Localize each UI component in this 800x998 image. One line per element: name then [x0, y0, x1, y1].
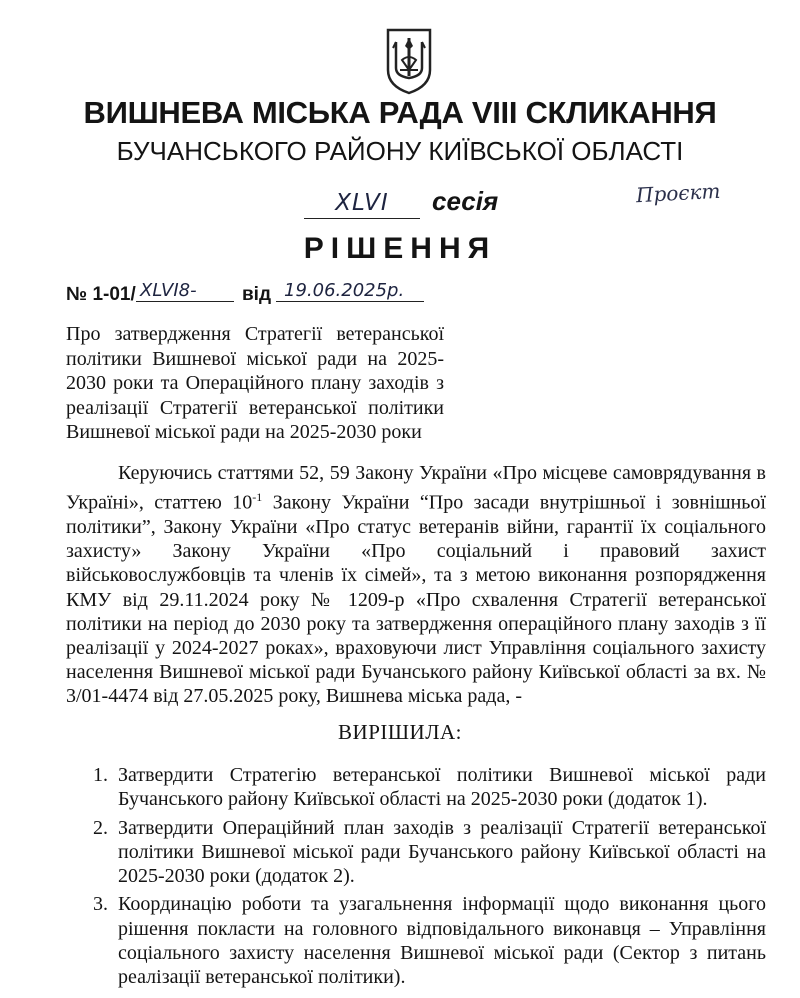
item-text: Затвердити Стратегію ветеранської політики Вишневої міської ради Бучанського району Київської області на 2025-2030 роки (додаток 1).	[118, 764, 766, 811]
decision-number-handwritten: XLVI8-	[136, 278, 234, 302]
item-number: 3.	[93, 893, 108, 916]
preamble-text-part2: Закону України “Про засади внутрішньої і зовнішньої політики”, Закону України «Про статус ветеранів війни, гарантії їх соціального захисту» Закону України «Про соціальний і правовий захист військовослужбовців та членів їх сімей», та з метою виконання розпорядження КМУ від 29.11.2024 року № 1209-р «Про схвалення Стратегії ветеранської політики на період до 2030 року та затвердження операційного плану заходів з її реалізації у 2024-2027 роках», враховуючи лист Управління соціального захисту населення Вишневої міської ради Бучанського району Київської області за вх. № 3/01-4474 від 27.05.2025 року, Вишнева міська рада, -	[66, 491, 766, 708]
council-district: БУЧАНСЬКОГО РАЙОНУ КИЇВСЬКОЇ ОБЛАСТІ	[116, 136, 684, 166]
item-text: Затвердити Операційний план заходів з реалізації Стратегії ветеранської політики Вишневої міської ради Бучанського району Київської області на 2025-2030 роки (додаток 2).	[118, 816, 766, 888]
resolution-item	[66, 816, 766, 889]
item-text: Координацію роботи та узагальнення інформації щодо виконання цього рішення покласти на головного відповідального виконавця – Управління соціального захисту населення Вишневої міської ради (Сектор з питань реалізації ветеранської політики).	[118, 893, 766, 989]
session-number-handwritten: XLVI	[304, 188, 420, 219]
resolution-items	[66, 763, 766, 994]
item-number: 1.	[93, 764, 108, 786]
preamble-superscript: -1	[252, 490, 263, 505]
document-type-heading: РІШЕННЯ	[303, 232, 497, 265]
council-title: ВИШНЕВА МІСЬКА РАДА VIII СКЛИКАННЯ	[83, 95, 717, 130]
decision-date-handwritten: 19.06.2025р.	[276, 277, 424, 302]
decision-date-prefix: від	[242, 284, 272, 305]
preamble-text-part1: Керуючись статтями 52, 59 Закону України «Про місцеве самоврядування в Україні», статтею 10	[66, 462, 766, 514]
decision-number-prefix: № 1-01/	[66, 284, 136, 305]
draft-note-handwritten: Проєкт	[635, 178, 721, 208]
session-label: сесія	[432, 186, 499, 216]
decision-subject: Про затвердження Стратегії ветеранської політики Вишневої міської ради на 2025-2030 роки та Операційного плану заходів з реалізації Стратегії ветеранської політики Вишневої міської ради на 2025-2030 роки	[66, 323, 444, 443]
resolution-item	[66, 763, 766, 812]
item-number: 2.	[93, 816, 108, 839]
resolution-item	[66, 892, 766, 989]
resolved-heading: ВИРІШИЛА:	[338, 720, 462, 744]
preamble-paragraph	[66, 461, 766, 709]
trident-coat-of-arms-icon	[384, 26, 434, 96]
